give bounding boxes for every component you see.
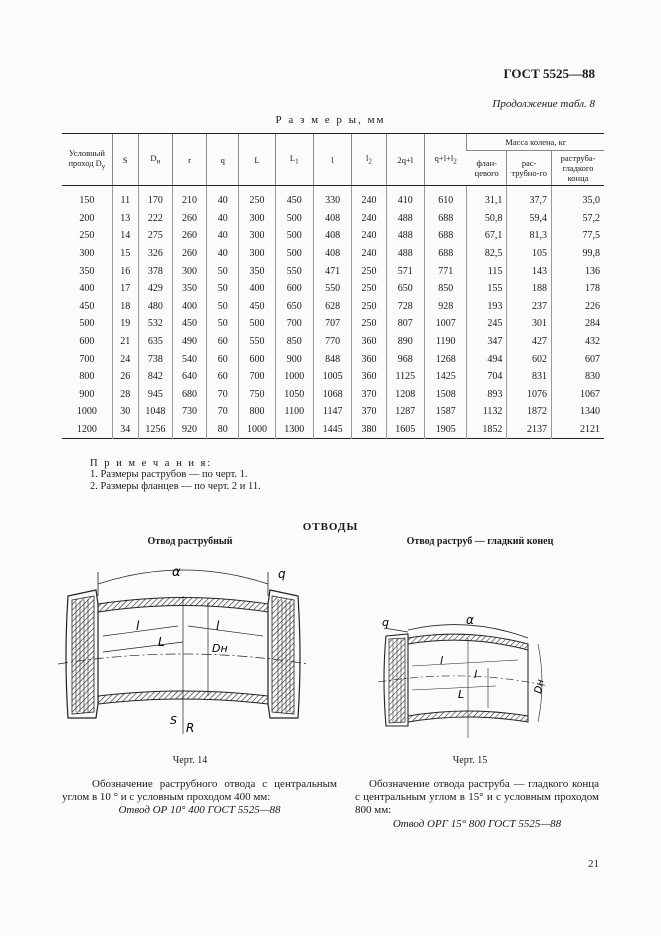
- table-row: [62, 315, 604, 333]
- table-cell: 1445: [313, 421, 351, 439]
- table-cell: 1007: [424, 315, 467, 333]
- table-cell: 1076: [507, 386, 552, 404]
- table-cell: 571: [386, 262, 424, 280]
- column-header: S: [112, 134, 138, 186]
- right-designation-text: Обозначение отвода раструба — гладкого конца с центральным углом в 15° и с условным проходом 800 мм:: [355, 778, 599, 816]
- table-cell: 35,0: [551, 186, 604, 210]
- table-cell: 1587: [424, 403, 467, 421]
- table-cell: 807: [386, 315, 424, 333]
- table-cell: 70: [207, 386, 239, 404]
- left-designation-code: Отвод ОР 10° 400 ГОСТ 5525—88: [118, 804, 281, 816]
- table-cell: 738: [138, 350, 172, 368]
- table-cell: 188: [507, 280, 552, 298]
- table-cell: 347: [467, 333, 507, 351]
- table-cell: 850: [275, 333, 313, 351]
- table-cell: 240: [352, 186, 386, 210]
- table-cell: 300: [172, 262, 206, 280]
- document-code: ГОСТ 5525—88: [503, 66, 595, 81]
- mass-group-header: Масса колена, кг: [467, 134, 604, 151]
- table-cell: 82,5: [467, 245, 507, 263]
- table-cell: 40: [207, 210, 239, 228]
- table-cell: 378: [138, 262, 172, 280]
- alpha-label: α: [172, 565, 181, 580]
- table-cell: 429: [138, 280, 172, 298]
- table-cell: 1340: [551, 403, 604, 421]
- q-label: q: [278, 567, 286, 581]
- l-inner-label: l: [474, 668, 478, 681]
- table-cell: 24: [112, 350, 138, 368]
- table-cell: 1068: [313, 386, 351, 404]
- table-cell: 245: [467, 315, 507, 333]
- table-cell: 1147: [313, 403, 351, 421]
- table-cell: 50: [207, 315, 239, 333]
- right-figure-caption: Черт. 15: [452, 755, 488, 766]
- table-cell: 450: [172, 315, 206, 333]
- table-cell: 945: [138, 386, 172, 404]
- table-cell: 850: [424, 280, 467, 298]
- table-cell: 408: [313, 245, 351, 263]
- column-header: q: [207, 134, 239, 186]
- L-label: L: [158, 635, 165, 649]
- table-cell: 250: [352, 280, 386, 298]
- table-cell: 550: [239, 333, 275, 351]
- table-cell: 408: [313, 210, 351, 228]
- table-cell: 488: [386, 227, 424, 245]
- table-row: [62, 333, 604, 351]
- table-cell: 260: [172, 210, 206, 228]
- table-cell: 968: [386, 350, 424, 368]
- table-row: [62, 368, 604, 386]
- table-cell: 60: [207, 333, 239, 351]
- table-cell: 350: [79, 265, 95, 277]
- table-cell: 193: [467, 298, 507, 316]
- table-cell: 550: [275, 262, 313, 280]
- table-cell: 1256: [138, 421, 172, 439]
- column-header: $L_1$: [275, 134, 313, 186]
- table-cell: 928: [424, 298, 467, 316]
- table-cell: 1605: [386, 421, 424, 439]
- table-cell: 432: [551, 333, 604, 351]
- table-cell: 500: [275, 227, 313, 245]
- table-cell: 550: [313, 280, 351, 298]
- table-cell: 200: [79, 212, 95, 224]
- table-cell: 300: [239, 227, 275, 245]
- table-row: [62, 386, 604, 404]
- table-cell: 57,2: [551, 210, 604, 228]
- table-cell: 50: [207, 262, 239, 280]
- table-cell: 607: [551, 350, 604, 368]
- section-title: ОТВОДЫ: [302, 521, 359, 533]
- table-cell: 370: [352, 386, 386, 404]
- table-cell: 40: [207, 245, 239, 263]
- table-cell: 284: [551, 315, 604, 333]
- table-cell: 800: [239, 403, 275, 421]
- table-cell: 99,8: [551, 245, 604, 263]
- table-row: [62, 210, 604, 228]
- table-cell: 700: [275, 315, 313, 333]
- table-cell: 680: [172, 386, 206, 404]
- column-header: раструба-гладкого конца: [551, 151, 604, 186]
- table-cell: 115: [467, 262, 507, 280]
- table-cell: 50: [207, 298, 239, 316]
- table-cell: 1905: [424, 421, 467, 439]
- column-header: 2q+l: [386, 134, 424, 186]
- table-cell: 450: [275, 186, 313, 210]
- table-cell: 11: [112, 186, 138, 210]
- table-cell: 480: [138, 298, 172, 316]
- table-cell: 136: [551, 262, 604, 280]
- table-cell: 275: [138, 227, 172, 245]
- table-cell: 77,5: [551, 227, 604, 245]
- table-cell: 635: [138, 333, 172, 351]
- table-cell: 1100: [275, 403, 313, 421]
- table-cell: 771: [424, 262, 467, 280]
- table-cell: 1508: [424, 386, 467, 404]
- column-header: флан-цевого: [467, 151, 507, 186]
- table-cell: 30: [112, 403, 138, 421]
- table-cell: 60: [207, 350, 239, 368]
- left-figure-caption: Черт. 14: [172, 755, 208, 766]
- alpha-label: α: [466, 613, 474, 627]
- dh-label: Dн: [212, 642, 228, 655]
- table-cell: 650: [386, 280, 424, 298]
- table-cell: 237: [507, 298, 552, 316]
- table-cell: 360: [352, 350, 386, 368]
- table-cell: 18: [112, 298, 138, 316]
- table-cell: 450: [239, 298, 275, 316]
- table-cell: 81,3: [507, 227, 552, 245]
- table-cell: 500: [239, 315, 275, 333]
- table-cell: 350: [239, 262, 275, 280]
- table-cell: 408: [313, 227, 351, 245]
- right-figure-subtitle: Отвод раструб — гладкий конец: [406, 536, 554, 547]
- table-header-row: [62, 134, 604, 151]
- socket-bend-drawing: [58, 556, 308, 746]
- table-cell: 488: [386, 245, 424, 263]
- table-cell: 400: [239, 280, 275, 298]
- page-number: 21: [588, 858, 599, 870]
- table-row: [62, 227, 604, 245]
- table-cell: 155: [467, 280, 507, 298]
- table-cell: 600: [79, 336, 95, 348]
- table-cell: 13: [112, 210, 138, 228]
- table-cell: 427: [507, 333, 552, 351]
- l-label: l: [136, 619, 140, 633]
- left-designation-text: Обозначение раструбного отвода с центральным углом в 10 ° и с условным проходом 400 мм:: [62, 778, 337, 803]
- table-cell: 380: [352, 421, 386, 439]
- L-label: L: [458, 688, 465, 701]
- l-label: l: [216, 619, 220, 633]
- table-cell: 50,8: [467, 210, 507, 228]
- note-item: 2. Размеры фланцев — по черт. 2 и 11.: [90, 481, 261, 492]
- socket-spigot-bend-drawing: [378, 608, 558, 746]
- table-row: [62, 280, 604, 298]
- right-designation-code: Отвод ОРГ 15° 800 ГОСТ 5525—88: [392, 818, 562, 830]
- table-cell: 16: [112, 262, 138, 280]
- table-cell: 1000: [275, 368, 313, 386]
- table-cell: 602: [507, 350, 552, 368]
- table-row: [62, 403, 604, 421]
- left-figure-subtitle: Отвод раструбный: [147, 536, 233, 547]
- table-cell: 80: [207, 421, 239, 439]
- table-cell: 770: [313, 333, 351, 351]
- table-cell: 900: [275, 350, 313, 368]
- table-cell: 1200: [76, 424, 97, 436]
- table-row: [62, 262, 604, 280]
- table-cell: 890: [386, 333, 424, 351]
- table-cell: 1132: [467, 403, 507, 421]
- table-cell: 450: [79, 300, 95, 312]
- table-cell: 1048: [138, 403, 172, 421]
- table-cell: 222: [138, 210, 172, 228]
- table-cell: 250: [352, 315, 386, 333]
- table-cell: 471: [313, 262, 351, 280]
- table-cell: 540: [172, 350, 206, 368]
- table-cell: 360: [352, 368, 386, 386]
- table-cell: 300: [239, 245, 275, 263]
- column-header: l: [313, 134, 351, 186]
- table-cell: 893: [467, 386, 507, 404]
- table-cell: 1190: [424, 333, 467, 351]
- table-cell: 28: [112, 386, 138, 404]
- table-cell: 1125: [386, 368, 424, 386]
- table-cell: 900: [79, 388, 95, 400]
- table-cell: 848: [313, 350, 351, 368]
- table-cell: 800: [79, 371, 95, 383]
- table-cell: 1425: [424, 368, 467, 386]
- table-cell: 210: [172, 186, 206, 210]
- table-cell: 704: [467, 368, 507, 386]
- table-cell: 1872: [507, 403, 552, 421]
- column-header: L: [239, 134, 275, 186]
- table-cell: 488: [386, 210, 424, 228]
- table-cell: 600: [239, 350, 275, 368]
- table-cell: 707: [313, 315, 351, 333]
- table-cell: 728: [386, 298, 424, 316]
- dimensions-table: [62, 133, 604, 439]
- table-cell: 326: [138, 245, 172, 263]
- table-cell: 1000: [76, 406, 97, 418]
- table-cell: 1050: [275, 386, 313, 404]
- table-cell: 920: [172, 421, 206, 439]
- table-cell: 831: [507, 368, 552, 386]
- table-cell: 330: [313, 186, 351, 210]
- table-cell: 300: [239, 210, 275, 228]
- table-cell: 19: [112, 315, 138, 333]
- table-cell: 21: [112, 333, 138, 351]
- table-row: [62, 298, 604, 316]
- column-header: r: [172, 134, 206, 186]
- table-cell: 143: [507, 262, 552, 280]
- table-cell: 14: [112, 227, 138, 245]
- table-cell: 70: [207, 403, 239, 421]
- table-cell: 1287: [386, 403, 424, 421]
- table-cell: 370: [352, 403, 386, 421]
- column-header: $D_н$: [138, 134, 172, 186]
- table-continuation-label: Продолжение табл. 8: [492, 98, 595, 110]
- column-header: $q+l+l_2$: [424, 134, 467, 186]
- dh-label: Dн: [533, 678, 547, 695]
- table-cell: 688: [424, 245, 467, 263]
- table-cell: 67,1: [467, 227, 507, 245]
- table-row: [62, 421, 604, 439]
- table-row: [62, 186, 604, 210]
- table-cell: 37,7: [507, 186, 552, 210]
- table-cell: 250: [239, 186, 275, 210]
- table-cell: 830: [551, 368, 604, 386]
- table-cell: 750: [239, 386, 275, 404]
- l-label: l: [440, 654, 444, 667]
- q-label: q: [382, 616, 389, 629]
- s-label: S: [170, 714, 177, 727]
- column-header: Условный проход $D_у$: [62, 134, 112, 186]
- table-cell: 700: [79, 353, 95, 365]
- table-cell: 1852: [467, 421, 507, 439]
- table-cell: 410: [386, 186, 424, 210]
- notes-title: П р и м е ч а н и я:: [90, 458, 213, 469]
- table-cell: 400: [79, 283, 95, 295]
- table-cell: 40: [207, 227, 239, 245]
- table-cell: 640: [172, 368, 206, 386]
- table-cell: 1268: [424, 350, 467, 368]
- table-cell: 240: [352, 210, 386, 228]
- table-cell: 600: [275, 280, 313, 298]
- table-cell: 250: [352, 298, 386, 316]
- table-cell: 1208: [386, 386, 424, 404]
- table-cell: 17: [112, 280, 138, 298]
- table-cell: 1300: [275, 421, 313, 439]
- column-header: $l_2$: [352, 134, 386, 186]
- table-cell: 26: [112, 368, 138, 386]
- table-cell: 250: [79, 230, 95, 242]
- table-cell: 500: [275, 245, 313, 263]
- table-cell: 494: [467, 350, 507, 368]
- table-cell: 400: [172, 298, 206, 316]
- table-cell: 628: [313, 298, 351, 316]
- table-title: Р а з м е р ы, мм: [275, 114, 386, 126]
- table-cell: 1067: [551, 386, 604, 404]
- table-cell: 300: [79, 248, 95, 260]
- table-cell: 688: [424, 227, 467, 245]
- table-cell: 59,4: [507, 210, 552, 228]
- table-cell: 34: [112, 421, 138, 439]
- table-cell: 31,1: [467, 186, 507, 210]
- column-header: рас-трубно-го: [507, 151, 552, 186]
- table-cell: 1005: [313, 368, 351, 386]
- table-cell: 40: [207, 186, 239, 210]
- table-cell: 490: [172, 333, 206, 351]
- table-cell: 610: [424, 186, 467, 210]
- table-cell: 260: [172, 227, 206, 245]
- table-cell: 105: [507, 245, 552, 263]
- table-cell: 301: [507, 315, 552, 333]
- r-label: R: [186, 721, 195, 735]
- table-cell: 170: [138, 186, 172, 210]
- table-cell: 50: [207, 280, 239, 298]
- table-cell: 532: [138, 315, 172, 333]
- table-cell: 1000: [239, 421, 275, 439]
- table-cell: 250: [352, 262, 386, 280]
- table-cell: 260: [172, 245, 206, 263]
- table-row: [62, 350, 604, 368]
- table-cell: 500: [275, 210, 313, 228]
- table-cell: 842: [138, 368, 172, 386]
- table-cell: 730: [172, 403, 206, 421]
- table-cell: 700: [239, 368, 275, 386]
- table-cell: 350: [172, 280, 206, 298]
- note-item: 1. Размеры раструбов — по черт. 1.: [90, 469, 248, 480]
- table-cell: 240: [352, 227, 386, 245]
- table-cell: 150: [79, 195, 95, 207]
- table-cell: 500: [79, 318, 95, 330]
- table-cell: 688: [424, 210, 467, 228]
- table-cell: 15: [112, 245, 138, 263]
- table-row: [62, 245, 604, 263]
- table-cell: 60: [207, 368, 239, 386]
- table-cell: 650: [275, 298, 313, 316]
- table-cell: 178: [551, 280, 604, 298]
- table-cell: 2137: [507, 421, 552, 439]
- table-cell: 226: [551, 298, 604, 316]
- table-cell: 240: [352, 245, 386, 263]
- table-cell: 360: [352, 333, 386, 351]
- table-cell: 2121: [551, 421, 604, 439]
